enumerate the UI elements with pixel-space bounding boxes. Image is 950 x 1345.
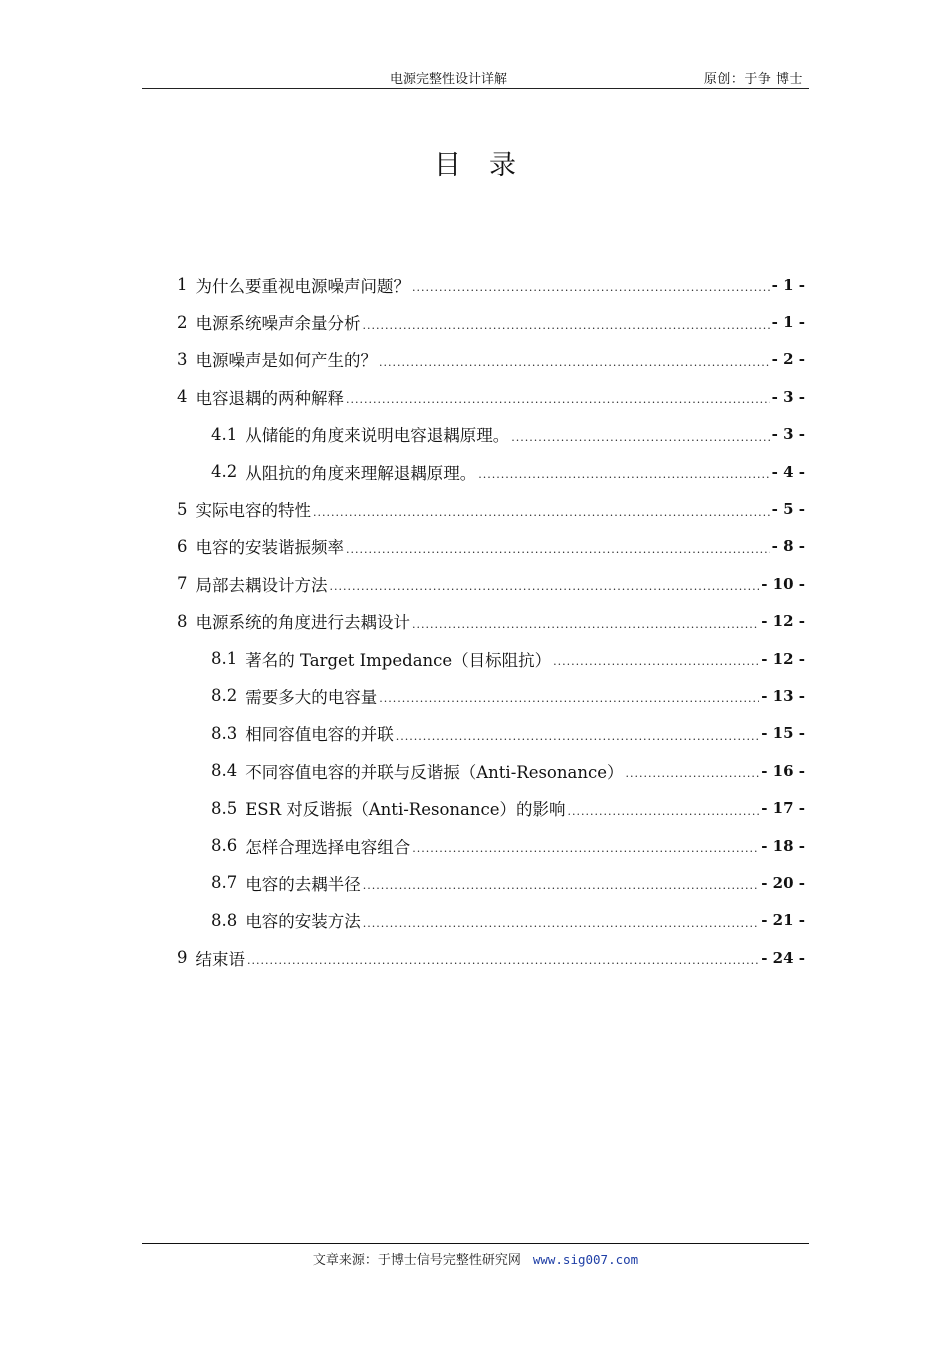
toc-entry-page-number: - 17 - xyxy=(761,799,805,818)
toc-entry[interactable] xyxy=(177,453,805,490)
toc-entry[interactable] xyxy=(177,416,805,453)
toc-entry-page-number: - 20 - xyxy=(761,873,805,892)
toc-entry-page-number: - 3 - xyxy=(771,387,805,406)
toc-entry-page-number: - 18 - xyxy=(761,836,805,855)
toc-dot-leader xyxy=(247,954,759,967)
toc-entry-page-number: - 1 - xyxy=(771,275,805,294)
toc-dot-leader xyxy=(567,805,759,818)
toc-entry-page-number: - 13 - xyxy=(761,686,805,705)
header-author: 原创：于争 博士 xyxy=(703,72,803,87)
toc-entry-label: 电源系统的角度进行去耦设计 xyxy=(195,613,410,633)
toc-entry[interactable] xyxy=(177,640,805,677)
toc-entry-page-number: - 15 - xyxy=(761,724,805,743)
toc-entry[interactable] xyxy=(177,565,805,602)
toc-dot-leader xyxy=(412,618,759,631)
toc-entry[interactable] xyxy=(177,902,805,939)
toc-entry-number: 8.3 xyxy=(211,723,238,743)
toc-entry-number: 8 xyxy=(177,611,188,631)
toc-entry[interactable] xyxy=(177,490,805,527)
toc-entry-number: 8.5 xyxy=(211,798,238,818)
toc-entry[interactable] xyxy=(177,827,805,864)
toc-entry[interactable] xyxy=(177,603,805,640)
toc-entry-page-number: - 3 - xyxy=(771,425,805,444)
toc-dot-leader xyxy=(553,655,759,668)
toc-entry-label: 电容的去耦半径 xyxy=(245,874,361,894)
toc-entry-label: 电容的安装方法 xyxy=(245,912,361,932)
table-of-contents xyxy=(177,266,805,976)
toc-entry[interactable] xyxy=(177,266,805,303)
toc-dot-leader xyxy=(313,506,770,519)
toc-entry-page-number: - 2 - xyxy=(771,350,805,369)
toc-entry-page-number: - 4 - xyxy=(771,462,805,481)
toc-heading: 目录 xyxy=(434,150,544,181)
toc-dot-leader xyxy=(363,879,759,892)
toc-entry-number: 8.7 xyxy=(211,873,238,893)
toc-entry[interactable] xyxy=(177,528,805,565)
toc-dot-leader xyxy=(412,281,770,294)
toc-entry-label: 结束语 xyxy=(195,949,245,969)
toc-entry-page-number: - 12 - xyxy=(761,649,805,668)
toc-entry-number: 5 xyxy=(177,499,188,519)
toc-entry[interactable] xyxy=(177,677,805,714)
toc-entry-page-number: - 16 - xyxy=(761,761,805,780)
toc-dot-leader xyxy=(625,767,759,780)
toc-entry-label: 怎样合理选择电容组合 xyxy=(245,837,411,857)
toc-entry-number: 3 xyxy=(177,349,188,369)
toc-entry-label: 从储能的角度来说明电容退耦原理。 xyxy=(245,426,510,446)
toc-entry-label: 不同容值电容的并联与反谐振（Anti-Resonance） xyxy=(245,762,624,782)
toc-entry-label: 相同容值电容的并联 xyxy=(245,725,394,745)
toc-entry[interactable] xyxy=(177,715,805,752)
toc-entry[interactable] xyxy=(177,378,805,415)
toc-entry-label: 电源系统噪声余量分析 xyxy=(195,314,361,334)
toc-entry[interactable] xyxy=(177,752,805,789)
toc-entry-number: 4.1 xyxy=(211,424,238,444)
toc-entry-label: 电容退耦的两种解释 xyxy=(195,388,344,408)
toc-entry-label: ESR 对反谐振（Anti-Resonance）的影响 xyxy=(245,800,566,820)
header-document-title: 电源完整性设计详解 xyxy=(390,72,508,87)
toc-entry-page-number: - 24 - xyxy=(761,948,805,967)
toc-entry-number: 8.1 xyxy=(211,649,238,669)
toc-dot-leader xyxy=(363,319,770,332)
footer-url-link[interactable]: www.sig007.com xyxy=(532,1252,639,1267)
toc-entry[interactable] xyxy=(177,341,805,378)
toc-dot-leader xyxy=(511,431,769,444)
toc-dot-leader xyxy=(346,393,770,406)
toc-entry-number: 8.6 xyxy=(211,836,238,856)
toc-entry-page-number: - 12 - xyxy=(761,612,805,631)
toc-entry[interactable] xyxy=(177,789,805,826)
toc-dot-leader xyxy=(379,692,759,705)
toc-entry-page-number: - 1 - xyxy=(771,313,805,332)
toc-entry-page-number: - 8 - xyxy=(771,537,805,556)
toc-entry-number: 2 xyxy=(177,312,188,332)
toc-dot-leader xyxy=(412,842,759,855)
toc-entry[interactable] xyxy=(177,864,805,901)
toc-dot-leader xyxy=(346,543,770,556)
toc-entry-label: 著名的 Target Impedance（目标阻抗） xyxy=(245,650,552,670)
toc-entry-number: 8.8 xyxy=(211,910,238,930)
toc-entry[interactable] xyxy=(177,939,805,976)
toc-entry[interactable] xyxy=(177,303,805,340)
toc-entry-number: 6 xyxy=(177,536,188,556)
page-footer xyxy=(142,1243,809,1268)
toc-entry-number: 4.2 xyxy=(211,462,238,482)
toc-entry-label: 电容的安装谐振频率 xyxy=(195,538,344,558)
toc-entry-number: 8.2 xyxy=(211,686,238,706)
page-header xyxy=(142,66,809,89)
toc-entry-number: 8.4 xyxy=(211,761,238,781)
toc-dot-leader xyxy=(478,468,769,481)
toc-entry-label: 实际电容的特性 xyxy=(195,501,311,521)
toc-dot-leader xyxy=(363,917,759,930)
toc-entry-page-number: - 10 - xyxy=(761,574,805,593)
toc-entry-number: 9 xyxy=(177,948,188,968)
toc-entry-page-number: - 21 - xyxy=(761,911,805,930)
toc-entry-page-number: - 5 - xyxy=(771,500,805,519)
toc-dot-leader xyxy=(396,730,759,743)
toc-dot-leader xyxy=(379,356,770,369)
toc-entry-number: 7 xyxy=(177,574,188,594)
toc-entry-label: 为什么要重视电源噪声问题？ xyxy=(195,276,410,296)
toc-entry-label: 需要多大的电容量 xyxy=(245,687,378,707)
toc-entry-label: 电源噪声是如何产生的？ xyxy=(195,351,377,371)
footer-source: 文章来源：于博士信号完整性研究网 xyxy=(312,1253,521,1268)
toc-entry-number: 4 xyxy=(177,387,188,407)
toc-dot-leader xyxy=(330,580,760,593)
toc-entry-label: 从阻抗的角度来理解退耦原理。 xyxy=(245,463,477,483)
toc-entry-number: 1 xyxy=(177,275,188,295)
toc-entry-label: 局部去耦设计方法 xyxy=(195,575,328,595)
